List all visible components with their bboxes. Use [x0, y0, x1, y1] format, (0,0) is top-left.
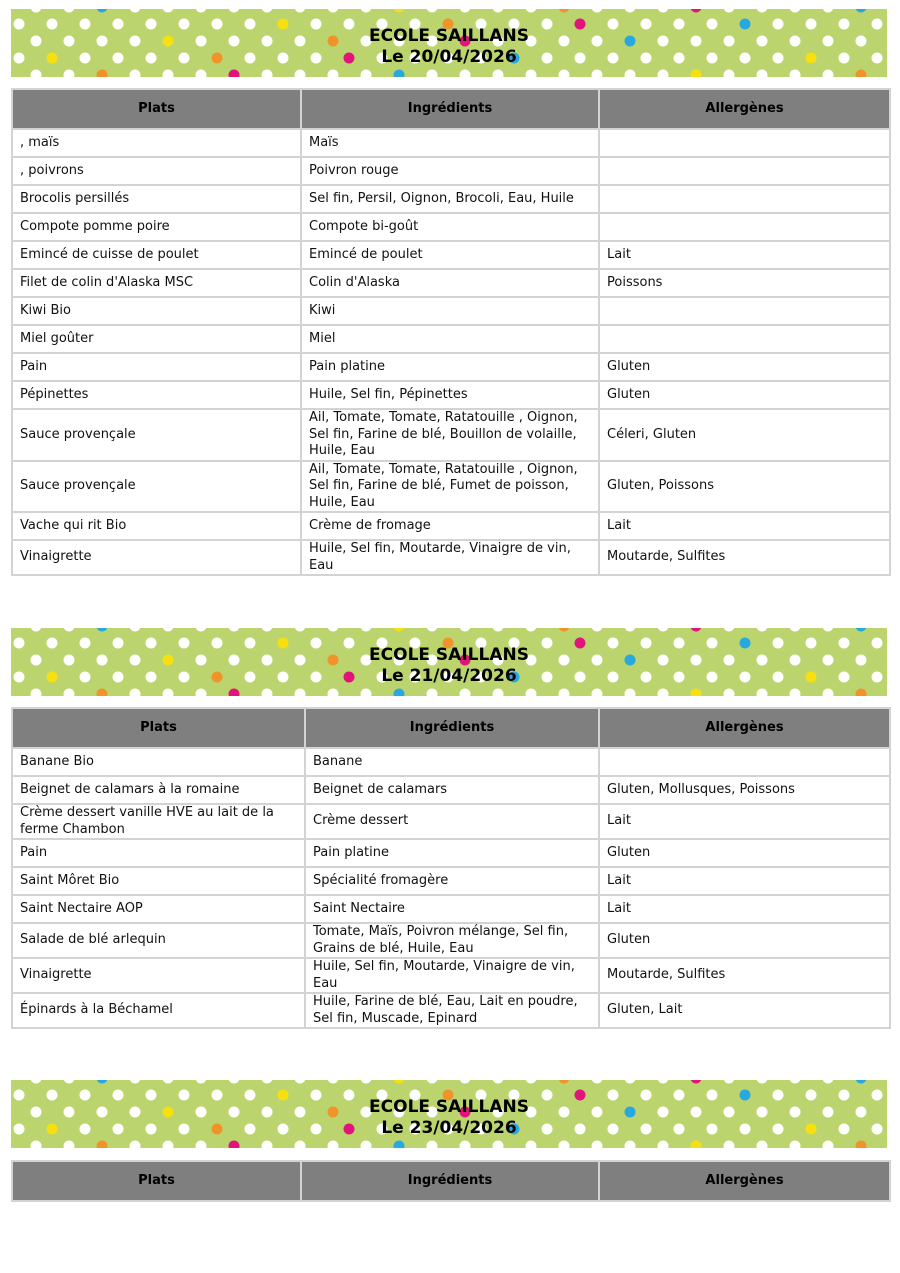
cell-allergenes: [599, 129, 890, 157]
cell-allergenes: Moutarde, Sulfites: [599, 540, 890, 575]
school-name: ECOLE SAILLANS: [369, 26, 529, 46]
cell-ingredients: Kiwi: [301, 297, 599, 325]
table-row: [12, 776, 890, 804]
cell-ingredients: Maïs: [301, 129, 599, 157]
column-header-ingredients: Ingrédients: [301, 89, 599, 129]
cell-allergenes: Gluten, Poissons: [599, 461, 890, 513]
column-header-allergenes: Allergènes: [599, 1161, 890, 1201]
table-row: [12, 241, 890, 269]
cell-allergenes: Gluten: [599, 353, 890, 381]
cell-allergenes: Moutarde, Sulfites: [599, 958, 890, 993]
cell-plat: Pépinettes: [12, 381, 301, 409]
column-header-plats: Plats: [12, 708, 305, 748]
cell-ingredients: Banane: [305, 748, 599, 776]
cell-plat: Saint Môret Bio: [12, 867, 305, 895]
table-row: [12, 353, 890, 381]
cell-allergenes: [599, 185, 890, 213]
cell-ingredients: Miel: [301, 325, 599, 353]
cell-allergenes: Gluten: [599, 923, 890, 958]
table-row: [12, 185, 890, 213]
column-header-allergenes: Allergènes: [599, 708, 890, 748]
cell-ingredients: Beignet de calamars: [305, 776, 599, 804]
cell-plat: Kiwi Bio: [12, 297, 301, 325]
cell-plat: Sauce provençale: [12, 409, 301, 461]
cell-ingredients: Pain platine: [305, 839, 599, 867]
column-header-ingredients: Ingrédients: [305, 708, 599, 748]
cell-allergenes: Gluten, Mollusques, Poissons: [599, 776, 890, 804]
cell-ingredients: Huile, Farine de blé, Eau, Lait en poudre, Sel fin, Muscade, Epinard: [305, 993, 599, 1028]
cell-allergenes: Poissons: [599, 269, 890, 297]
column-header-plats: Plats: [12, 1161, 301, 1201]
cell-plat: Miel goûter: [12, 325, 301, 353]
table-header-row: [12, 708, 890, 748]
cell-allergenes: [599, 297, 890, 325]
table-row: [12, 325, 890, 353]
school-name: ECOLE SAILLANS: [369, 1097, 529, 1117]
column-header-allergenes: Allergènes: [599, 89, 890, 129]
table-row: [12, 129, 890, 157]
table-row: [12, 993, 890, 1028]
cell-allergenes: Lait: [599, 867, 890, 895]
table-row: [12, 461, 890, 513]
cell-ingredients: Emincé de poulet: [301, 241, 599, 269]
table-row: [12, 213, 890, 241]
table-row: [12, 540, 890, 575]
cell-allergenes: [599, 213, 890, 241]
cell-plat: Compote pomme poire: [12, 213, 301, 241]
cell-ingredients: Huile, Sel fin, Moutarde, Vinaigre de vin, Eau: [301, 540, 599, 575]
cell-plat: , poivrons: [12, 157, 301, 185]
cell-ingredients: Huile, Sel fin, Pépinettes: [301, 381, 599, 409]
column-header-plats: Plats: [12, 89, 301, 129]
menu-table: [11, 88, 891, 576]
cell-ingredients: Spécialité fromagère: [305, 867, 599, 895]
table-row: [12, 269, 890, 297]
day-banner: [11, 628, 887, 696]
table-row: [12, 409, 890, 461]
menu-date: Le 20/04/2026: [381, 47, 517, 67]
cell-ingredients: Saint Nectaire: [305, 895, 599, 923]
table-row: [12, 923, 890, 958]
cell-ingredients: Ail, Tomate, Tomate, Ratatouille , Oignon, Sel fin, Farine de blé, Bouillon de volaille, Huile, Eau: [301, 409, 599, 461]
cell-ingredients: Huile, Sel fin, Moutarde, Vinaigre de vin, Eau: [305, 958, 599, 993]
day-banner: [11, 1080, 887, 1148]
column-header-ingredients: Ingrédients: [301, 1161, 599, 1201]
cell-ingredients: Poivron rouge: [301, 157, 599, 185]
cell-ingredients: Crème dessert: [305, 804, 599, 839]
cell-ingredients: Tomate, Maïs, Poivron mélange, Sel fin, Grains de blé, Huile, Eau: [305, 923, 599, 958]
table-row: [12, 157, 890, 185]
cell-ingredients: Sel fin, Persil, Oignon, Brocoli, Eau, Huile: [301, 185, 599, 213]
cell-allergenes: Lait: [599, 512, 890, 540]
cell-plat: Épinards à la Béchamel: [12, 993, 305, 1028]
cell-allergenes: Gluten: [599, 381, 890, 409]
cell-allergenes: Gluten: [599, 839, 890, 867]
table-header-row: [12, 89, 890, 129]
cell-allergenes: [599, 325, 890, 353]
cell-plat: Sauce provençale: [12, 461, 301, 513]
cell-allergenes: Céleri, Gluten: [599, 409, 890, 461]
cell-plat: Saint Nectaire AOP: [12, 895, 305, 923]
cell-plat: , maïs: [12, 129, 301, 157]
menu-date: Le 23/04/2026: [381, 1118, 517, 1138]
menu-table: [11, 1160, 891, 1202]
cell-plat: Emincé de cuisse de poulet: [12, 241, 301, 269]
table-row: [12, 297, 890, 325]
cell-plat: Crème dessert vanille HVE au lait de la ferme Chambon: [12, 804, 305, 839]
cell-plat: Vinaigrette: [12, 958, 305, 993]
cell-ingredients: Crème de fromage: [301, 512, 599, 540]
cell-ingredients: Colin d'Alaska: [301, 269, 599, 297]
table-row: [12, 804, 890, 839]
cell-plat: Vache qui rit Bio: [12, 512, 301, 540]
cell-plat: Pain: [12, 353, 301, 381]
cell-allergenes: Lait: [599, 804, 890, 839]
menu-date: Le 21/04/2026: [381, 666, 517, 686]
table-row: [12, 895, 890, 923]
cell-plat: Filet de colin d'Alaska MSC: [12, 269, 301, 297]
cell-allergenes: Lait: [599, 895, 890, 923]
day-banner: [11, 9, 887, 77]
cell-plat: Vinaigrette: [12, 540, 301, 575]
cell-ingredients: Pain platine: [301, 353, 599, 381]
table-row: [12, 512, 890, 540]
table-row: [12, 381, 890, 409]
cell-ingredients: Ail, Tomate, Tomate, Ratatouille , Oignon, Sel fin, Farine de blé, Fumet de poisson, Huile, Eau: [301, 461, 599, 513]
cell-allergenes: [599, 748, 890, 776]
cell-plat: Brocolis persillés: [12, 185, 301, 213]
table-row: [12, 867, 890, 895]
cell-allergenes: Lait: [599, 241, 890, 269]
cell-plat: Salade de blé arlequin: [12, 923, 305, 958]
table-row: [12, 839, 890, 867]
cell-ingredients: Compote bi-goût: [301, 213, 599, 241]
table-header-row: [12, 1161, 890, 1201]
table-row: [12, 958, 890, 993]
cell-plat: Pain: [12, 839, 305, 867]
table-row: [12, 748, 890, 776]
cell-allergenes: [599, 157, 890, 185]
cell-plat: Beignet de calamars à la romaine: [12, 776, 305, 804]
school-name: ECOLE SAILLANS: [369, 645, 529, 665]
cell-plat: Banane Bio: [12, 748, 305, 776]
menu-table: [11, 707, 891, 1029]
cell-allergenes: Gluten, Lait: [599, 993, 890, 1028]
